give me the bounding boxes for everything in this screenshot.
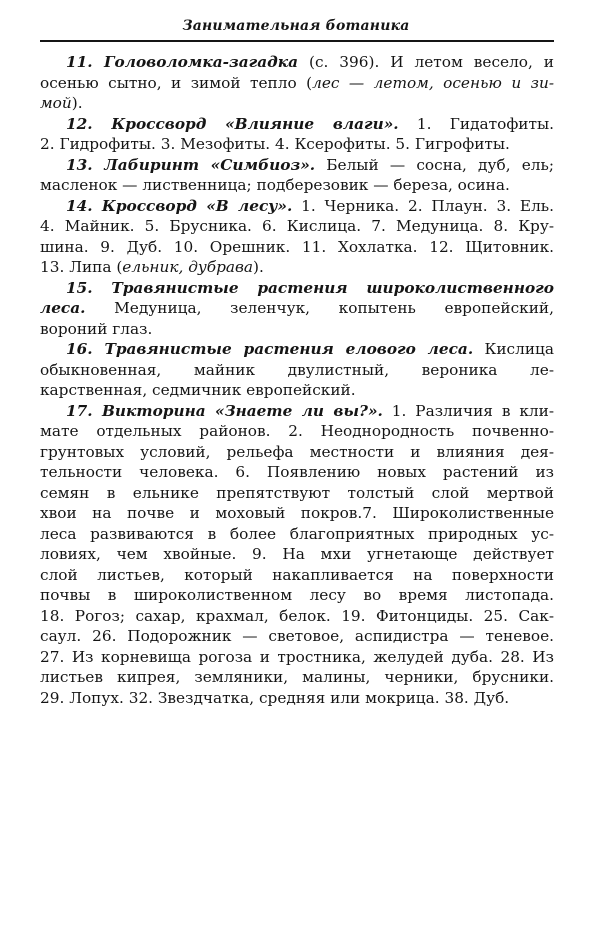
body-text: вороний глаз. <box>40 319 153 338</box>
body-text: 1. Гидатофиты. <box>398 114 554 133</box>
text-line <box>40 237 554 258</box>
body-text: 1. Различия в кли- <box>382 401 554 420</box>
body-text: 2. Гидрофиты. 3. Мезофиты. 4. Ксерофиты. 5. Гигрофиты. <box>40 135 510 153</box>
body-text: хвои на почве и моховый покров.7. Широколиственные <box>40 504 554 522</box>
body-text: шина. 9. Дуб. 10. Орешник. 11. Хохлатка. 12. Щитовник. <box>40 237 554 256</box>
text-line <box>40 114 554 135</box>
italic-text: лес — летом, осенью и зи- <box>312 73 554 92</box>
item-heading: 15. Травянистые растения широколиственного <box>66 278 554 297</box>
text-line <box>40 401 554 422</box>
body-text: почвы в широколиственном лесу во время листопада. <box>40 586 554 604</box>
answer-paragraph <box>40 114 554 155</box>
text-line <box>40 257 554 278</box>
text-line <box>40 442 554 463</box>
text-line <box>40 52 554 73</box>
text-line <box>40 175 554 196</box>
body-text: слой листьев, который накапливается на поверхности <box>40 565 554 584</box>
body-text: Кислица <box>473 340 554 358</box>
body-text: саул. 26. Подорожник — световое, аспидистра — теневое. <box>40 627 554 645</box>
body-text: тельности человека. 6. Появлению новых растений из <box>40 463 554 481</box>
text-line <box>40 585 554 606</box>
text-line <box>40 155 554 176</box>
text-line <box>40 647 554 668</box>
text-line <box>40 196 554 217</box>
text-line <box>40 134 554 155</box>
body-text: обыкновенная, майник двулистный, вероника ле- <box>40 360 554 379</box>
item-heading: 12. Кроссворд «Влияние влаги». <box>66 114 399 133</box>
text-line <box>40 524 554 545</box>
item-heading: 16. Травянистые растения елового леса. <box>66 340 474 358</box>
body-text: 27. Из корневища рогоза и тростника, желудей дуба. 28. Из <box>40 647 554 666</box>
body-text: осенью сытно, и зимой тепло ( <box>40 73 313 92</box>
body-text: ловиях, чем хвойные. 9. На мхи угнетающе действует <box>40 545 554 563</box>
item-heading: леса. <box>40 299 86 317</box>
text-line <box>40 73 554 94</box>
text-line <box>40 298 554 319</box>
body-text: грунтовых условий, рельефа местности и влияния дея- <box>40 442 554 461</box>
italic-text: ельник, дубрава <box>122 258 254 276</box>
text-line <box>40 626 554 647</box>
running-head: Занимательная ботаника <box>182 18 410 34</box>
body-text: семян в ельнике препятствуют толстый слой мертвой <box>40 483 554 502</box>
answers-text <box>40 52 554 708</box>
text-line <box>40 462 554 483</box>
body-text: 18. Рогоз; сахар, крахмал, белок. 19. Фитонциды. 25. Сак- <box>40 606 554 625</box>
answer-paragraph <box>40 196 554 278</box>
item-heading: 17. Викторина «Знаете ли вы?». <box>66 401 383 420</box>
text-line <box>40 380 554 401</box>
item-heading: 14. Кроссворд «В лесу». <box>66 196 293 215</box>
item-heading: 11. Головоломка-загадка <box>66 53 299 71</box>
body-text: (с. 396). И летом весело, и <box>298 53 554 71</box>
text-line <box>40 93 554 114</box>
text-line <box>40 688 554 709</box>
body-text: леса развиваются в более благоприятных природных ус- <box>40 524 554 543</box>
body-text: листьев кипрея, земляники, малины, черники, брусники. <box>40 668 554 686</box>
answer-paragraph <box>40 339 554 401</box>
body-text: масленок — лиственница; подберезовик — береза, осина. <box>40 176 510 194</box>
text-line <box>40 565 554 586</box>
body-text: 13. Липа ( <box>40 258 123 276</box>
text-line <box>40 319 554 340</box>
answer-paragraph <box>40 52 554 114</box>
body-text: Белый — сосна, дуб, ель; <box>315 155 554 174</box>
body-text: карственная, седмичник европейский. <box>40 381 356 399</box>
text-line <box>40 667 554 688</box>
text-line <box>40 360 554 381</box>
text-line <box>40 278 554 299</box>
answer-paragraph <box>40 155 554 196</box>
header-rule <box>40 40 554 42</box>
answer-paragraph <box>40 278 554 340</box>
body-text: ). <box>71 94 83 112</box>
item-heading: 13. Лабиринт «Симбиоз». <box>66 155 316 174</box>
text-line <box>40 544 554 565</box>
body-text: 4. Майник. 5. Брусника. 6. Кислица. 7. Медуница. 8. Кру- <box>40 217 554 235</box>
body-text: Медуница, зеленчук, копытень европейский, <box>85 299 554 317</box>
answer-paragraph <box>40 401 554 709</box>
body-text: 1. Черника. 2. Плаун. 3. Ель. <box>292 196 554 215</box>
text-line <box>40 606 554 627</box>
body-text: 29. Лопух. 32. Звездчатка, средняя или мокрица. 38. Дуб. <box>40 688 510 707</box>
text-line <box>40 421 554 442</box>
text-line <box>40 339 554 360</box>
body-text: ). <box>253 258 264 276</box>
text-line <box>40 503 554 524</box>
italic-text: мой <box>40 94 72 112</box>
text-line <box>40 483 554 504</box>
body-text: мате отдельных районов. 2. Неоднородность почвенно- <box>40 422 554 440</box>
text-line <box>40 216 554 237</box>
